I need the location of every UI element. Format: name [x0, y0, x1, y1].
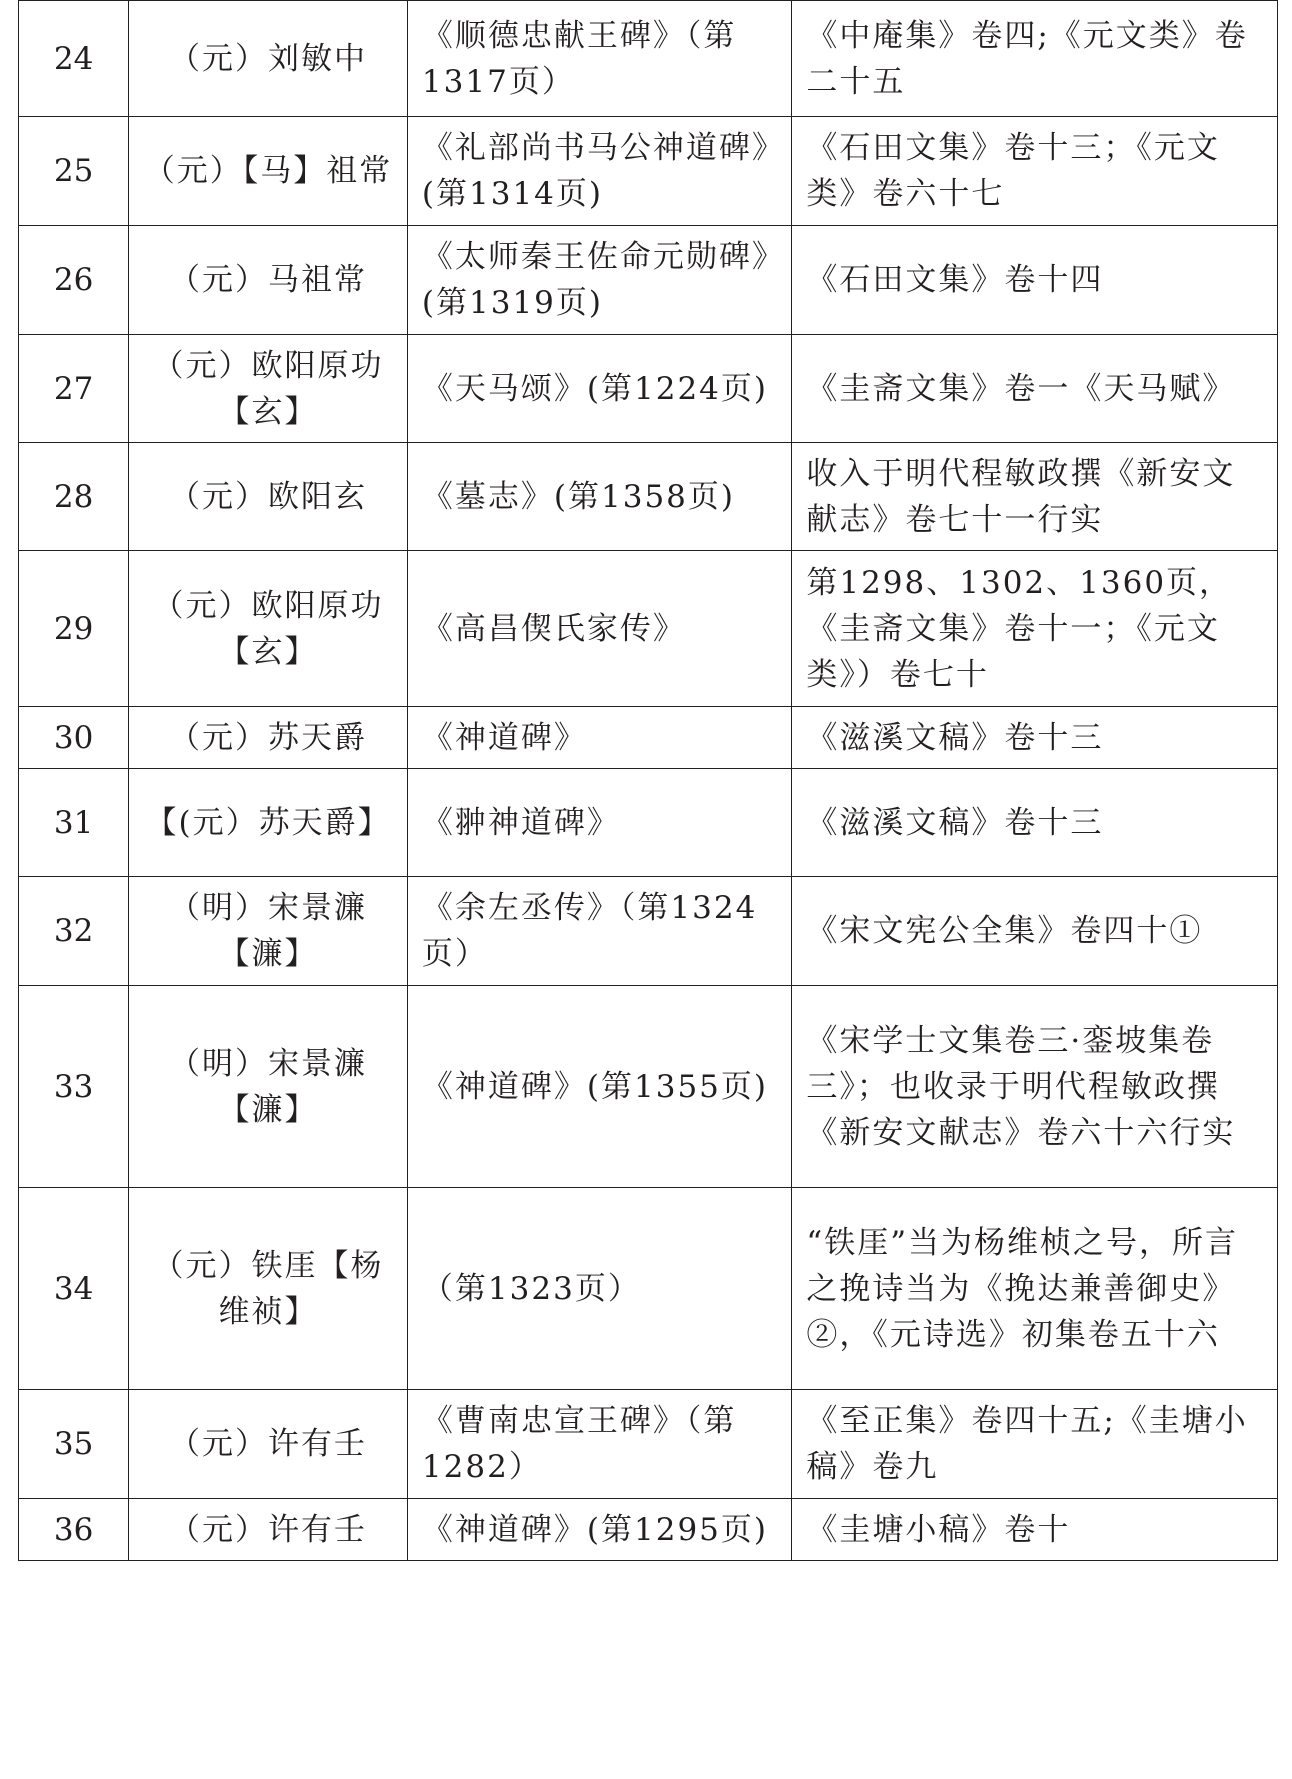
row-number: 25 [19, 117, 129, 226]
source-cell: 《圭塘小稿》卷十 [792, 1499, 1278, 1561]
table-row [19, 443, 1278, 551]
table-row [19, 1390, 1278, 1499]
author-cell: （元）马祖常 [129, 226, 408, 335]
author-cell: （元）欧阳原功【玄】 [129, 335, 408, 443]
row-number: 26 [19, 226, 129, 335]
title-cell: 《高昌偰氏家传》 [407, 551, 791, 707]
row-number: 24 [19, 1, 129, 117]
table-row [19, 1188, 1278, 1390]
row-number: 28 [19, 443, 129, 551]
author-cell: （明）宋景濂【濂】 [129, 986, 408, 1188]
title-cell: 《神道碑》(第1355页) [407, 986, 791, 1188]
source-cell: 《中庵集》卷四;《元文类》卷二十五 [792, 1, 1278, 117]
table-row [19, 1, 1278, 117]
source-cell: 《滋溪文稿》卷十三 [792, 769, 1278, 877]
author-cell: （元）许有壬 [129, 1499, 408, 1561]
source-cell: 收入于明代程敏政撰《新安文献志》卷七十一行实 [792, 443, 1278, 551]
author-cell: （元）欧阳玄 [129, 443, 408, 551]
source-cell: 《石田文集》卷十四 [792, 226, 1278, 335]
table-row [19, 335, 1278, 443]
source-cell: 第1298、1302、1360页，《圭斋文集》卷十一；《元文类》）卷七十 [792, 551, 1278, 707]
row-number: 33 [19, 986, 129, 1188]
source-cell: 《宋学士文集卷三·銮坡集卷三》；也收录于明代程敏政撰《新安文献志》卷六十六行实 [792, 986, 1278, 1188]
row-number: 32 [19, 877, 129, 986]
table-row [19, 1499, 1278, 1561]
row-number: 36 [19, 1499, 129, 1561]
table-row [19, 117, 1278, 226]
author-cell: （元）许有壬 [129, 1390, 408, 1499]
table-row [19, 226, 1278, 335]
title-cell: 《墓志》(第1358页) [407, 443, 791, 551]
title-cell: 《太师秦王佐命元勋碑》(第1319页) [407, 226, 791, 335]
title-cell: 《曹南忠宣王碑》（第1282） [407, 1390, 791, 1499]
source-cell: “铁厓”当为杨维桢之号，所言之挽诗当为《挽达兼善御史》②，《元诗选》初集卷五十六 [792, 1188, 1278, 1390]
author-cell: 【(元）苏天爵】 [129, 769, 408, 877]
row-number: 29 [19, 551, 129, 707]
row-number: 31 [19, 769, 129, 877]
table-row [19, 877, 1278, 986]
row-number: 34 [19, 1188, 129, 1390]
table-row [19, 769, 1278, 877]
row-number: 27 [19, 335, 129, 443]
table-row [19, 551, 1278, 707]
author-cell: （元）刘敏中 [129, 1, 408, 117]
title-cell: 《神道碑》 [407, 707, 791, 769]
title-cell: 《天马颂》(第1224页) [407, 335, 791, 443]
author-cell: （元）欧阳原功【玄】 [129, 551, 408, 707]
author-cell: （元）铁厓【杨维祯】 [129, 1188, 408, 1390]
title-cell: 《神道碑》(第1295页) [407, 1499, 791, 1561]
table-row [19, 986, 1278, 1188]
title-cell: 《翀神道碑》 [407, 769, 791, 877]
title-cell: 《顺德忠献王碑》（第1317页） [407, 1, 791, 117]
source-cell: 《宋文宪公全集》卷四十① [792, 877, 1278, 986]
title-cell: （第1323页） [407, 1188, 791, 1390]
table-row [19, 707, 1278, 769]
source-cell: 《至正集》卷四十五;《圭塘小稿》卷九 [792, 1390, 1278, 1499]
source-cell: 《滋溪文稿》卷十三 [792, 707, 1278, 769]
source-cell: 《圭斋文集》卷一《天马赋》 [792, 335, 1278, 443]
title-cell: 《礼部尚书马公神道碑》(第1314页) [407, 117, 791, 226]
author-cell: （元）【马】祖常 [129, 117, 408, 226]
reference-table [18, 0, 1278, 1561]
author-cell: （明）宋景濂【濂】 [129, 877, 408, 986]
source-cell: 《石田文集》卷十三；《元文类》卷六十七 [792, 117, 1278, 226]
row-number: 30 [19, 707, 129, 769]
author-cell: （元）苏天爵 [129, 707, 408, 769]
row-number: 35 [19, 1390, 129, 1499]
title-cell: 《余左丞传》（第1324页） [407, 877, 791, 986]
